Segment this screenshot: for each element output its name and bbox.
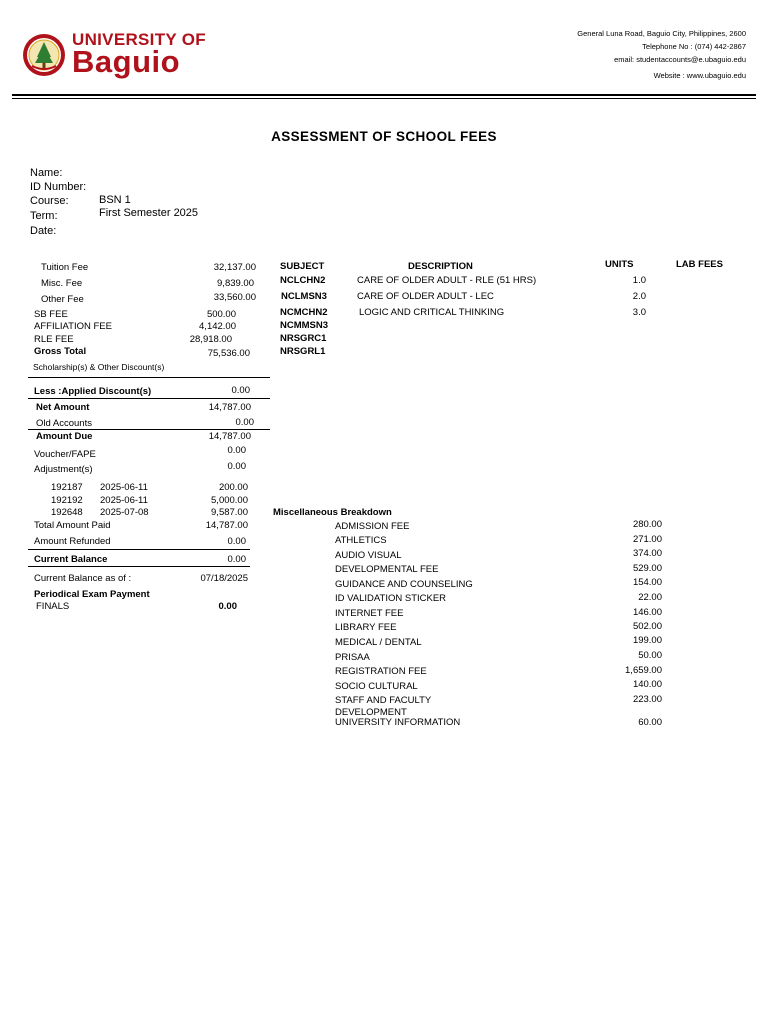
divider xyxy=(28,429,270,430)
subject-code: NCLCHN2 xyxy=(280,275,326,286)
header-rule-thin xyxy=(12,98,756,99)
payment-amount: 5,000.00 xyxy=(211,495,248,506)
misc-item-amount: 223.00 xyxy=(632,694,662,705)
misc-item-amount: 271.00 xyxy=(632,534,662,545)
website: Website : www.ubaguio.edu xyxy=(653,71,746,80)
finals-label: FINALS xyxy=(36,601,70,612)
misc-item-label: ATHLETICS xyxy=(335,535,387,546)
periodical-exam-label: Periodical Exam Payment xyxy=(34,589,150,600)
misc-item-amount: 140.00 xyxy=(632,679,662,690)
subject-code: NCMCHN2 xyxy=(280,307,328,318)
name-label: Name: xyxy=(30,167,63,179)
net-amount-label: Net Amount xyxy=(36,402,90,413)
misc-item-amount: 529.00 xyxy=(632,563,662,574)
gross-total-label: Gross Total xyxy=(34,346,87,357)
misc-item-amount: 154.00 xyxy=(632,577,662,588)
address: General Luna Road, Baguio City, Philippines, 2600 xyxy=(577,29,746,38)
payment-date: 2025-06-11 xyxy=(100,495,148,506)
payment-date: 2025-07-08 xyxy=(100,507,149,518)
misc-item-label: REGISTRATION FEE xyxy=(335,666,427,677)
divider xyxy=(28,549,250,550)
misc-item-label: SOCIO CULTURAL xyxy=(335,681,418,692)
balance-as-of-date: 07/18/2025 xyxy=(200,573,248,584)
misc-item-amount: 22.00 xyxy=(638,592,662,603)
misc-fee-value: 9,839.00 xyxy=(217,278,254,289)
misc-item-amount: 374.00 xyxy=(632,548,662,559)
tuition-fee-label: Tuition Fee xyxy=(41,262,89,273)
misc-breakdown-title: Miscellaneous Breakdown xyxy=(273,507,392,518)
adjustment-value: 0.00 xyxy=(227,461,246,472)
applied-discount-label: Less :Applied Discount(s) xyxy=(34,386,152,397)
misc-fee-label: Misc. Fee xyxy=(41,278,83,289)
misc-item-label: ID VALIDATION STICKER xyxy=(335,593,447,604)
affiliation-fee-value: 4,142.00 xyxy=(199,321,236,332)
rle-fee-value: 28,918.00 xyxy=(189,334,232,345)
misc-item-amount: 60.00 xyxy=(638,717,662,728)
payment-or-number: 192192 xyxy=(51,495,83,506)
misc-item-label: ADMISSION FEE xyxy=(335,521,410,532)
misc-item-label: AUDIO VISUAL xyxy=(335,550,402,561)
net-amount-value: 14,787.00 xyxy=(208,402,251,413)
misc-item-amount: 146.00 xyxy=(632,607,662,618)
subject-code: NRSGRC1 xyxy=(280,333,327,344)
subject-units: 3.0 xyxy=(632,307,646,318)
tuition-fee-value: 32,137.00 xyxy=(213,262,256,273)
misc-item-label: DEVELOPMENTAL FEE xyxy=(335,564,439,575)
telephone: Telephone No : (074) 442-2867 xyxy=(642,42,746,51)
sb-fee-value: 500.00 xyxy=(206,309,236,320)
document-title: ASSESSMENT OF SCHOOL FEES xyxy=(271,129,497,144)
subject-code: NRSGRL1 xyxy=(280,346,326,357)
lab-fees-header: LAB FEES xyxy=(676,259,723,270)
description-header: DESCRIPTION xyxy=(408,261,473,272)
divider xyxy=(28,566,250,567)
misc-item-label: STAFF AND FACULTY DEVELOPMENT xyxy=(335,695,432,718)
payment-or-number: 192187 xyxy=(51,482,83,493)
misc-item-amount: 50.00 xyxy=(638,650,662,661)
current-balance-value: 0.00 xyxy=(227,554,246,565)
id-number-label: ID Number: xyxy=(30,181,87,193)
misc-item-amount: 1,659.00 xyxy=(625,665,662,676)
applied-discount-value: 0.00 xyxy=(231,385,250,396)
old-accounts-label: Old Accounts xyxy=(36,418,92,429)
subject-description: CARE OF OLDER ADULT - LEC xyxy=(357,291,494,302)
amount-refunded-value: 0.00 xyxy=(227,536,246,547)
misc-item-label: INTERNET FEE xyxy=(335,608,404,619)
header-rule-thick xyxy=(12,94,756,96)
subject-units: 2.0 xyxy=(632,291,646,302)
misc-item-amount: 280.00 xyxy=(632,519,662,530)
amount-due-value: 14,787.00 xyxy=(208,431,251,442)
subject-description: LOGIC AND CRITICAL THINKING xyxy=(359,307,505,318)
university-seal-logo xyxy=(22,33,66,77)
finals-value: 0.00 xyxy=(218,601,237,612)
sb-fee-label: SB FEE xyxy=(34,309,68,320)
balance-as-of-label: Current Balance as of : xyxy=(34,573,132,584)
payment-or-number: 192648 xyxy=(51,507,83,518)
payment-amount: 9,587.00 xyxy=(211,507,248,518)
subject-code: NCLMSN3 xyxy=(281,291,327,302)
voucher-label: Voucher/FAPE xyxy=(34,449,96,460)
voucher-value: 0.00 xyxy=(227,445,246,456)
payment-amount: 200.00 xyxy=(218,482,248,493)
date-label: Date: xyxy=(30,225,57,237)
amount-refunded-label: Amount Refunded xyxy=(34,536,111,547)
course-label: Course: xyxy=(30,195,69,207)
rle-fee-label: RLE FEE xyxy=(34,334,74,345)
subject-code: NCMMSN3 xyxy=(280,320,329,331)
total-paid-value: 14,787.00 xyxy=(205,520,248,531)
divider xyxy=(28,398,270,399)
subject-units: 1.0 xyxy=(632,275,646,286)
brand-name-top: UNIVERSITY OF xyxy=(72,30,206,49)
other-fee-value: 33,560.00 xyxy=(213,292,256,303)
misc-item-amount: 502.00 xyxy=(632,621,662,632)
payment-date: 2025-06-11 xyxy=(100,482,148,493)
misc-item-label: PRISAA xyxy=(335,652,370,663)
brand-name-main: Baguio xyxy=(72,44,181,79)
misc-item-label: MEDICAL / DENTAL xyxy=(335,637,422,648)
subject-description: CARE OF OLDER ADULT - RLE (51 HRS) xyxy=(357,275,537,286)
adjustment-label: Adjustment(s) xyxy=(34,464,93,475)
subject-header: SUBJECT xyxy=(280,261,325,272)
amount-due-label: Amount Due xyxy=(36,431,93,442)
affiliation-fee-label: AFFILIATION FEE xyxy=(34,321,112,332)
old-accounts-value: 0.00 xyxy=(235,417,254,428)
email: email: studentaccounts@e.ubaguio.edu xyxy=(614,55,746,64)
gross-total-value: 75,536.00 xyxy=(207,348,250,359)
course-value: BSN 1 xyxy=(99,194,131,206)
units-header: UNITS xyxy=(605,259,634,270)
term-value: First Semester 2025 xyxy=(99,207,199,219)
total-paid-label: Total Amount Paid xyxy=(34,520,111,531)
other-fee-label: Other Fee xyxy=(41,294,84,305)
scholarship-label: Scholarship(s) & Other Discount(s) xyxy=(33,362,165,372)
misc-item-label: UNIVERSITY INFORMATION xyxy=(335,717,461,728)
divider xyxy=(28,377,270,378)
misc-item-label: LIBRARY FEE xyxy=(335,622,397,633)
term-label: Term: xyxy=(30,210,58,222)
misc-item-label: GUIDANCE AND COUNSELING xyxy=(335,579,473,590)
current-balance-label: Current Balance xyxy=(34,554,108,565)
misc-item-amount: 199.00 xyxy=(632,635,662,646)
